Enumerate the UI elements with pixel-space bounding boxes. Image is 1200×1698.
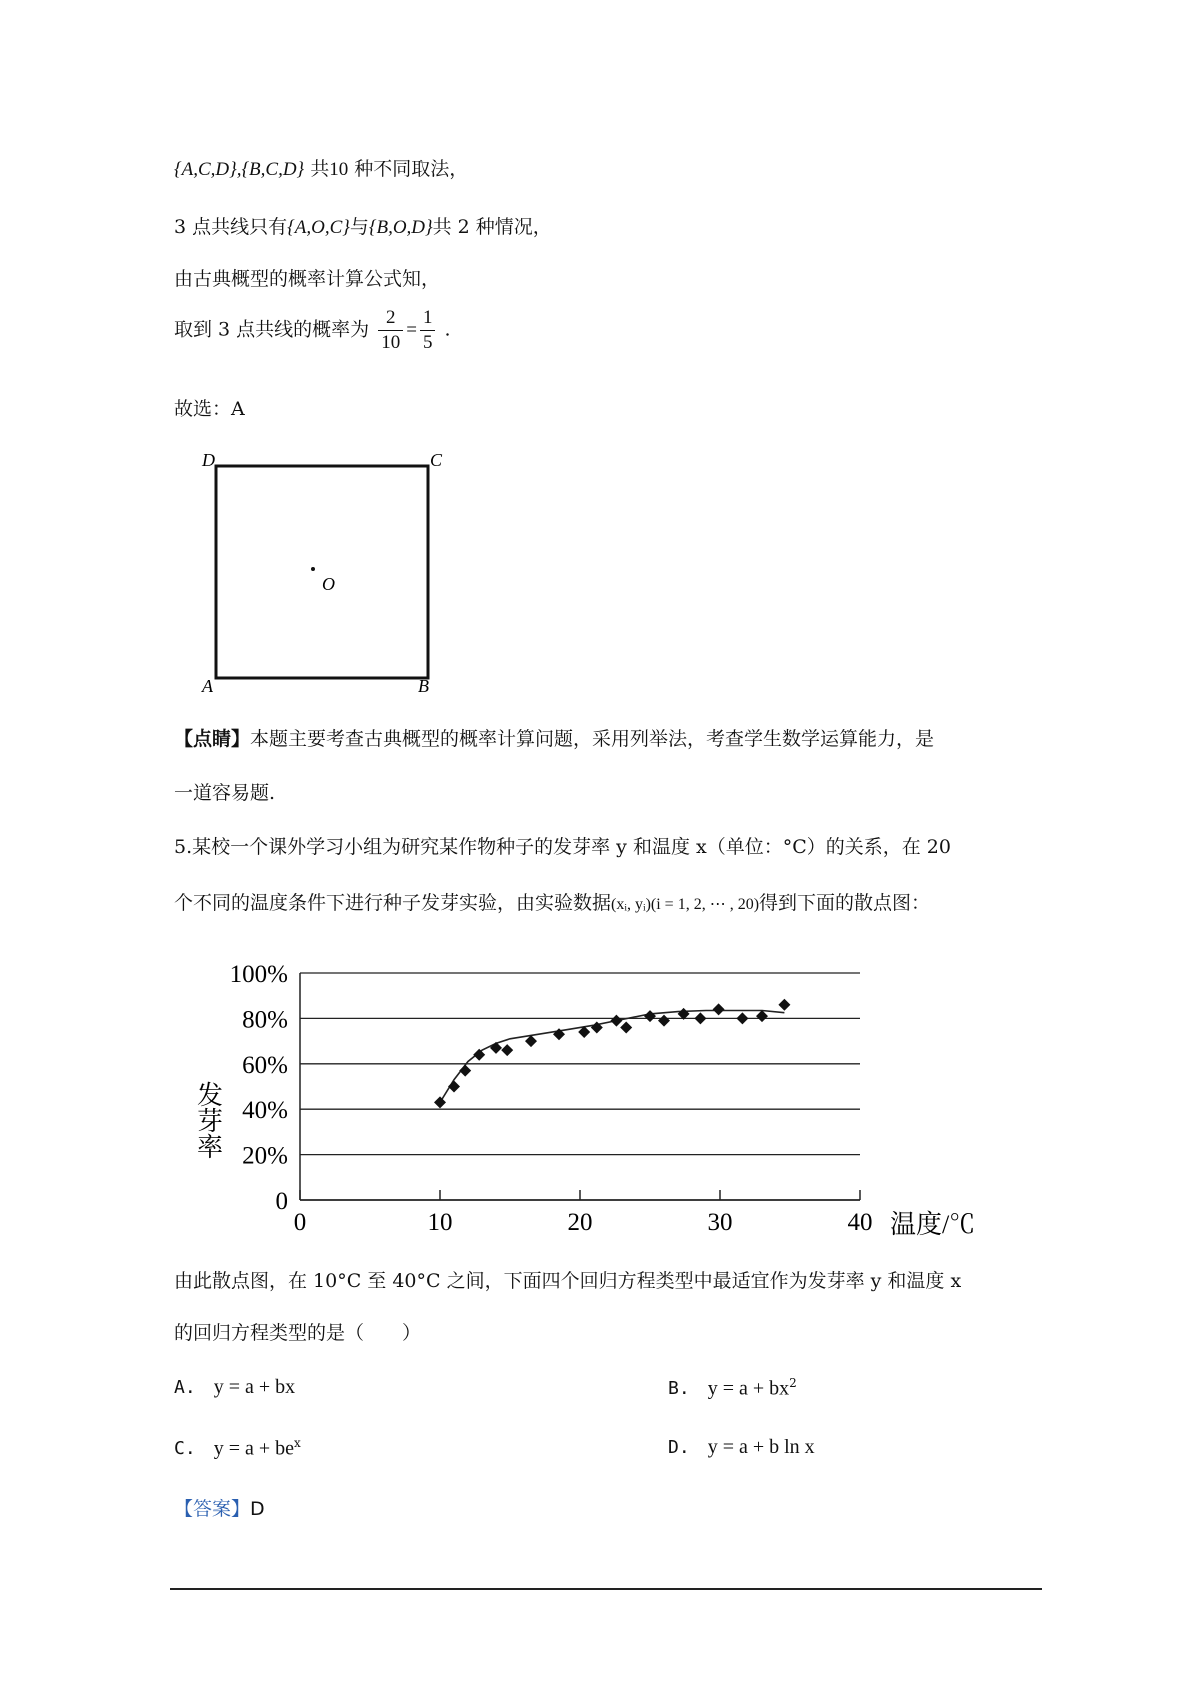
option-expression: y = a + bx (707, 1377, 790, 1400)
data-point (610, 1015, 622, 1027)
y-axis-label: 发芽率 (193, 1081, 223, 1159)
label-o: O (322, 574, 335, 594)
text: 本题主要考查古典概型的概率计算问题，采用列举法，考查学生数学运算能力，是 (250, 728, 935, 750)
numerator: 2 (378, 306, 403, 331)
option-a[interactable] (174, 1376, 295, 1399)
answer-value: D (250, 1498, 265, 1520)
text: 共 2 种情况， (432, 216, 552, 238)
data-point (778, 999, 790, 1011)
option-d[interactable] (668, 1436, 815, 1459)
comment-label: 【点睛】 (174, 728, 251, 750)
data-point (713, 1003, 725, 1015)
x-tick-label: 40 (847, 1209, 873, 1236)
data-point (620, 1021, 632, 1033)
option-letter: D. (668, 1437, 690, 1458)
label-d: D (202, 450, 215, 470)
question-line-1: 5.某校一个课外学习小组为研究某作物种子的发芽率 y 和温度 x（单位：°C）的关系，在 20 (174, 836, 951, 858)
fraction-1-5 (420, 306, 436, 355)
x-tick-label: 30 (707, 1209, 733, 1236)
center-point (311, 567, 315, 571)
option-exponent: 2 (789, 1376, 797, 1390)
numerator: 1 (420, 306, 436, 331)
data-point (490, 1042, 502, 1054)
denominator: 10 (381, 331, 401, 353)
fit-curve (440, 1011, 784, 1103)
answer-label: 【答案】 (174, 1498, 251, 1520)
set-aoc: {A,O,C} (287, 217, 350, 238)
data-point (756, 1010, 768, 1022)
fraction-2-10 (378, 306, 403, 355)
text: 个不同的温度条件下进行种子发芽实验，由实验数据 (174, 892, 612, 914)
data-point (658, 1015, 670, 1027)
option-expression: y = a + bx (213, 1376, 296, 1398)
question-after-1: 由此散点图，在 10°C 至 40°C 之间，下面四个回归方程类型中最适宜作为发芽率 y 和温度 x (174, 1270, 962, 1292)
set-bod: {B,O,D} (368, 217, 433, 238)
data-notation: (xᵢ, yᵢ)(i = 1, 2, ⋯ , 20) (611, 896, 760, 913)
y-tick-label: 0 (275, 1188, 288, 1215)
square-outline (216, 466, 428, 678)
count: 10 (329, 159, 349, 180)
scatter-chart (150, 955, 1000, 1255)
data-point (473, 1049, 485, 1061)
option-letter: B. (668, 1378, 690, 1400)
option-letter: C. (174, 1438, 196, 1460)
text: 取到 3 点共线的概率为 (174, 318, 370, 341)
x-axis-label: 温度/℃ (890, 1210, 976, 1239)
option-expression: y = a + be (213, 1437, 294, 1460)
answer-line (174, 1498, 265, 1521)
sets-list: {A,C,D},{B,C,D} (174, 159, 305, 180)
x-tick-label: 10 (427, 1209, 453, 1236)
text: 3 点共线只有 (174, 216, 288, 238)
comment-line-1 (174, 728, 934, 751)
equals: = (406, 319, 417, 341)
solution-line-4 (174, 306, 451, 355)
square-figure (190, 448, 450, 700)
question-line-2 (174, 892, 930, 915)
footer-divider (170, 1588, 1042, 1590)
option-letter: A. (174, 1377, 196, 1398)
label-b: B (418, 676, 429, 696)
data-point (644, 1010, 656, 1022)
data-point (434, 1096, 446, 1108)
text: 得到下面的散点图： (759, 892, 931, 914)
x-tick-label: 0 (293, 1209, 307, 1236)
x-tick-label: 20 (567, 1209, 593, 1236)
data-point (736, 1012, 748, 1024)
solution-line-2 (174, 216, 552, 240)
text: 种不同取法， (348, 158, 469, 180)
text: 共 (304, 158, 330, 180)
y-tick-label: 20% (242, 1142, 288, 1170)
option-c[interactable] (174, 1436, 301, 1460)
question-after-2: 的回归方程类型的是（ ） (174, 1322, 422, 1344)
data-point (694, 1012, 706, 1024)
y-tick-label: 40% (242, 1097, 288, 1125)
text: 与 (349, 216, 369, 238)
label-a: A (202, 676, 213, 696)
label-c: C (430, 450, 443, 470)
comment-line-2: 一道容易题. (174, 782, 276, 804)
text: . (438, 318, 451, 341)
data-point (501, 1044, 513, 1056)
y-tick-label: 60% (242, 1051, 288, 1079)
option-exponent: x (294, 1436, 301, 1450)
y-tick-label: 80% (242, 1006, 288, 1034)
option-expression: y = a + b ln x (707, 1436, 815, 1458)
denominator: 5 (422, 331, 433, 353)
solution-line-1 (174, 158, 468, 182)
solution-line-3: 由古典概型的概率计算公式知， (174, 268, 441, 290)
data-point (448, 1081, 460, 1093)
option-b[interactable] (668, 1376, 797, 1400)
solution-line-5: 故选：A (174, 398, 245, 420)
data-point (459, 1065, 471, 1077)
y-tick-label: 100% (229, 961, 288, 988)
